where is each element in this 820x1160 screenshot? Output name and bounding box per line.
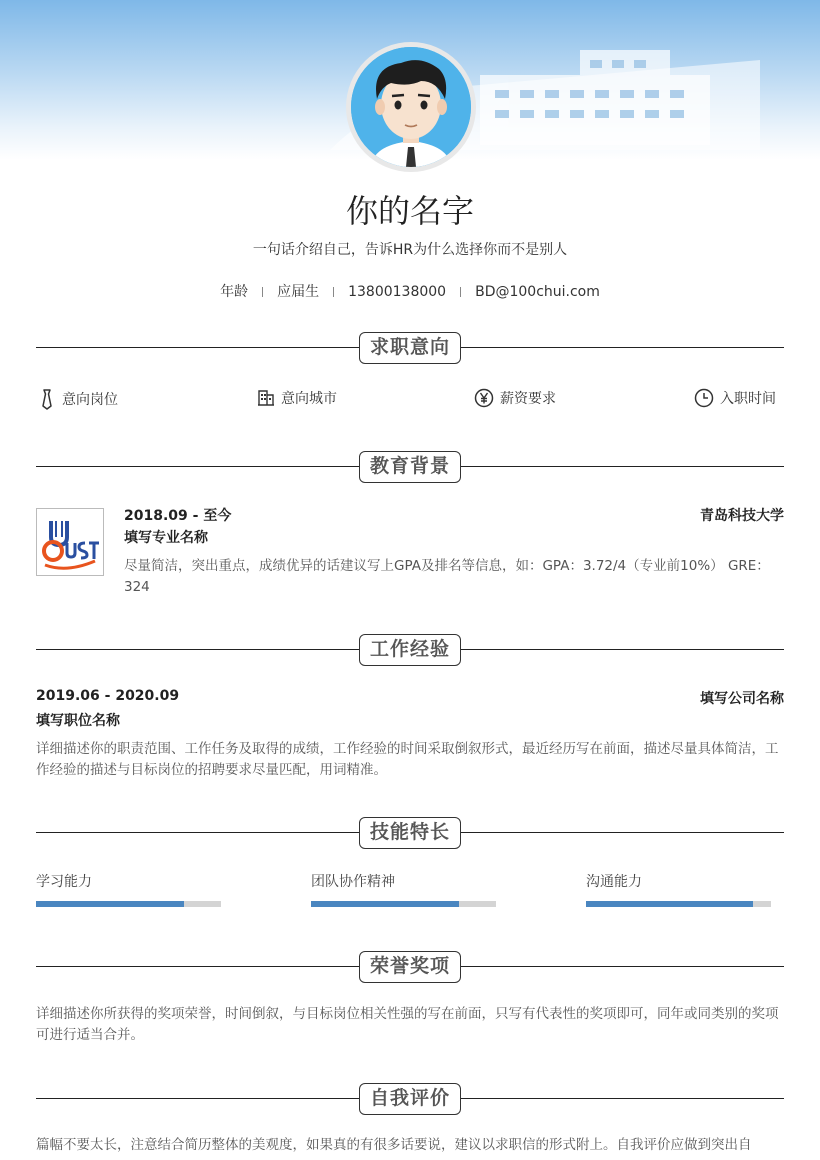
contact-status: 应届生: [277, 284, 320, 300]
skill-bar-fill: [311, 901, 459, 907]
skill-bar: [36, 901, 221, 907]
intent-position: [38, 388, 118, 410]
school-logo: [36, 508, 104, 576]
section-title-honors: 荣誉奖项: [359, 951, 461, 983]
contact-email[interactable]: BD@100chui.com: [475, 284, 600, 300]
intent-city-label: 意向城市: [281, 391, 337, 407]
work-company: 填写公司名称: [700, 691, 784, 707]
skill-bar-fill: [586, 901, 753, 907]
tie-icon: [38, 388, 56, 410]
education-description: 尽量简洁，突出重点，成绩优异的话建议写上GPA及排名等信息，如：GPA：3.72/4（专业前10%） GRE：324: [124, 558, 770, 595]
education-major: 填写专业名称: [124, 530, 208, 546]
profile-tagline: 一句话介绍自己，告诉HR为什么选择你而不是别人: [252, 242, 568, 258]
contact-bar: [0, 281, 820, 301]
contact-phone[interactable]: 13800138000: [348, 284, 447, 300]
profile-name: 你的名字: [345, 192, 474, 230]
yen-icon: [474, 388, 494, 408]
intent-start-time-label: 入职时间: [720, 391, 776, 407]
section-title-intent: 求职意向: [359, 332, 461, 364]
intent-salary: [474, 388, 556, 408]
intent-position-label: 意向岗位: [62, 392, 118, 408]
education-period: 2018.09 - 至今: [124, 508, 232, 524]
section-title-self: 自我评价: [359, 1083, 461, 1115]
skill-bar: [586, 901, 771, 907]
skill-label: 团队协作精神: [311, 874, 395, 890]
intent-start-time: [694, 388, 776, 408]
work-period: 2019.06 - 2020.09: [36, 688, 180, 704]
contact-age: 年龄: [220, 284, 249, 300]
work-description: 详细描述你的职责范围、工作任务及取得的成绩，工作经验的时间采取倒叙形式，最近经历写在前面，描述尽量具体简洁，工作经验的描述与目标岗位的招聘要求尽量匹配，用词精准。: [36, 741, 779, 778]
skill-bar-fill: [36, 901, 184, 907]
skill-bar: [311, 901, 496, 907]
school-logo-icon: [37, 509, 103, 575]
education-school: 青岛科技大学: [700, 508, 784, 524]
intent-city: [257, 388, 337, 408]
avatar: [346, 42, 476, 172]
building-icon: [257, 389, 275, 407]
skill-label: 沟通能力: [586, 874, 642, 890]
section-title-work: 工作经验: [359, 634, 461, 666]
section-title-education: 教育背景: [359, 451, 461, 483]
self-evaluation-description: 篇幅不要太长，注意结合简历整体的美观度，如果真的有很多话要说，建议以求职信的形式附上。自我评价应做到突出自: [36, 1137, 752, 1153]
skill-label: 学习能力: [36, 874, 92, 890]
avatar-cartoon-icon: [351, 47, 471, 167]
honors-description: 详细描述你所获得的奖项荣誉，时间倒叙，与目标岗位相关性强的写在前面，只写有代表性的奖项即可，同年或同类别的奖项可进行适当合并。: [36, 1006, 779, 1043]
work-position: 填写职位名称: [36, 713, 120, 729]
section-title-skills: 技能特长: [359, 817, 461, 849]
clock-icon: [694, 388, 714, 408]
intent-salary-label: 薪资要求: [500, 391, 556, 407]
